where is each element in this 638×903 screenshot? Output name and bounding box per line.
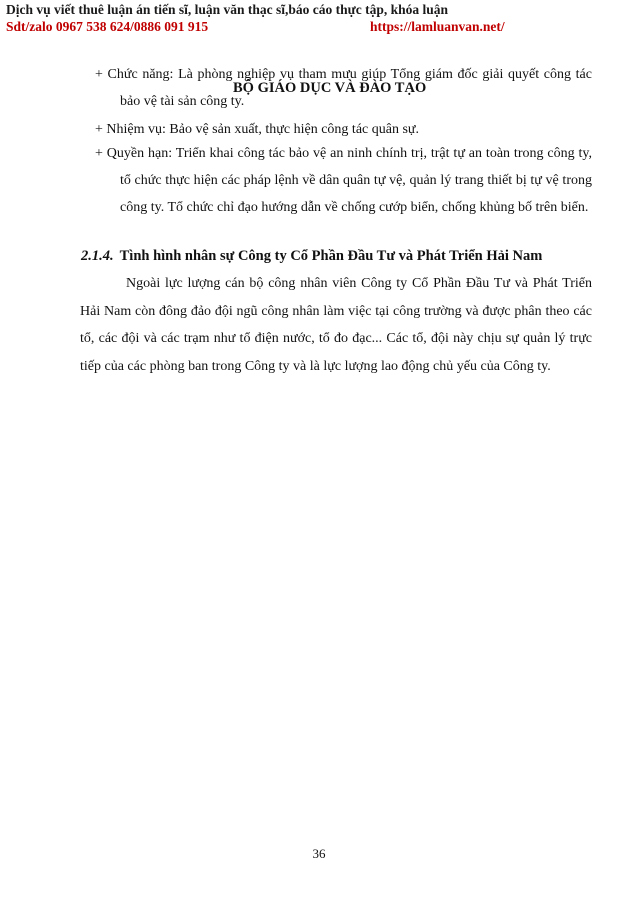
section-heading — [81, 243, 542, 270]
bullet-duties: + Nhiệm vụ: Bảo vệ sản xuất, thực hiện công tác quân sự. — [95, 122, 419, 137]
page-number: 36 — [312, 846, 326, 861]
header-contact-line — [6, 19, 632, 35]
body-paragraph: Ngoài lực lượng cán bộ công nhân viên Công ty Cổ Phần Đầu Tư và Phát Triển Hải Nam còn đông đảo đội ngũ công nhân làm việc tại công trường và được phân theo các tổ, các đội và các trạm như tổ điện nước, tổ đo đạc... Các tổ, đội này chịu sự quản lý trực tiếp của các phòng ban trong Công ty và là lực lượng lao động chủ yếu của Công ty. — [80, 276, 592, 374]
ministry-title: BỘ GIÁO DỤC VÀ ĐÀO TẠO — [233, 80, 427, 96]
header-phone: Sdt/zalo 0967 538 624/0886 091 915 — [6, 19, 209, 34]
bullet-authority: + Quyền hạn: Triển khai công tác bảo vệ an ninh chính trị, trật tự an toàn trong công ty, tổ chức thực hiện các pháp lệnh về dân quân tự vệ, quản lý trang thiết bị tự vệ trong công ty. Tổ chức chỉ đạo hướng dẫn về chống cướp biển, chống khủng bố trên biển. — [95, 146, 592, 215]
section-number: 2.1.4. — [81, 248, 114, 264]
section-title: Tình hình nhân sự Công ty Cổ Phần Đầu Tư và Phát Triển Hải Nam — [119, 248, 543, 264]
header-title: Dịch vụ viết thuê luận án tiến sĩ, luận văn thạc sĩ,báo cáo thực tập, khóa luận — [6, 2, 449, 17]
bullet-function: + Chức năng: Là phòng nghiệp vụ tham mưu giúp Tổng giám đốc giải quyết công tác bảo vệ tài sản công ty. — [95, 67, 592, 109]
header-url-link[interactable]: https://lamluanvan.net/ — [370, 19, 505, 34]
